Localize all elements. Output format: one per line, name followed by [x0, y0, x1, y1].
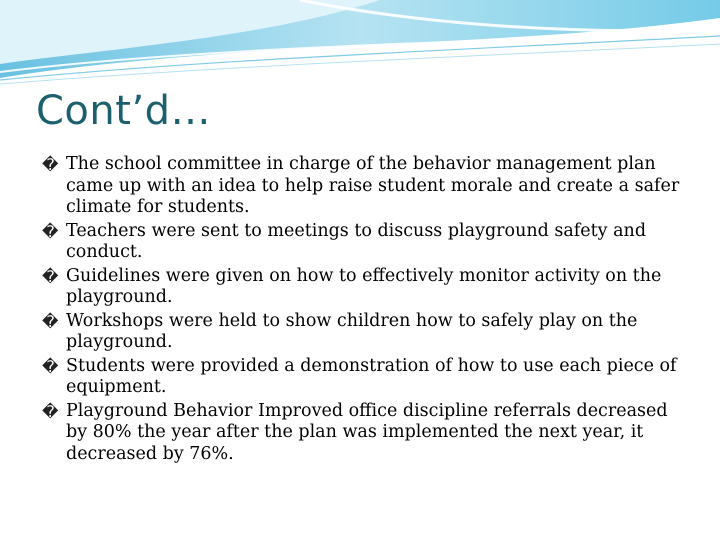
slide-title: Cont’d…: [36, 88, 212, 134]
bullet-item: [42, 154, 682, 219]
bullet-marker-icon: �: [42, 266, 59, 286]
bullet-marker-icon: �: [42, 311, 59, 331]
bullet-item: [42, 221, 682, 264]
bullet-item: [42, 266, 682, 309]
bullet-text: Playground Behavior Improved office discipline referrals decreased by 80% the year after the plan was implemented the next year, it decreased by 76%.: [66, 400, 668, 464]
bullet-text: Guidelines were given on how to effectively monitor activity on the playground.: [66, 265, 662, 307]
bullet-list: [42, 154, 682, 467]
header-wave-decoration: [0, 0, 720, 90]
bullet-marker-icon: �: [42, 356, 59, 376]
bullet-text: The school committee in charge of the behavior management plan came up with an idea to help raise student morale and create a safer climate for students.: [66, 154, 680, 217]
bullet-text: Students were provided a demonstration of how to use each piece of equipment.: [66, 355, 677, 397]
bullet-item: [42, 401, 682, 466]
bullet-item: [42, 311, 682, 354]
bullet-marker-icon: �: [42, 401, 59, 421]
bullet-text: Teachers were sent to meetings to discuss playground safety and conduct.: [66, 220, 647, 262]
bullet-text: Workshops were held to show children how to safely play on the playground.: [66, 310, 638, 352]
bullet-marker-icon: �: [42, 221, 59, 241]
bullet-item: [42, 356, 682, 399]
bullet-marker-icon: �: [42, 155, 59, 174]
